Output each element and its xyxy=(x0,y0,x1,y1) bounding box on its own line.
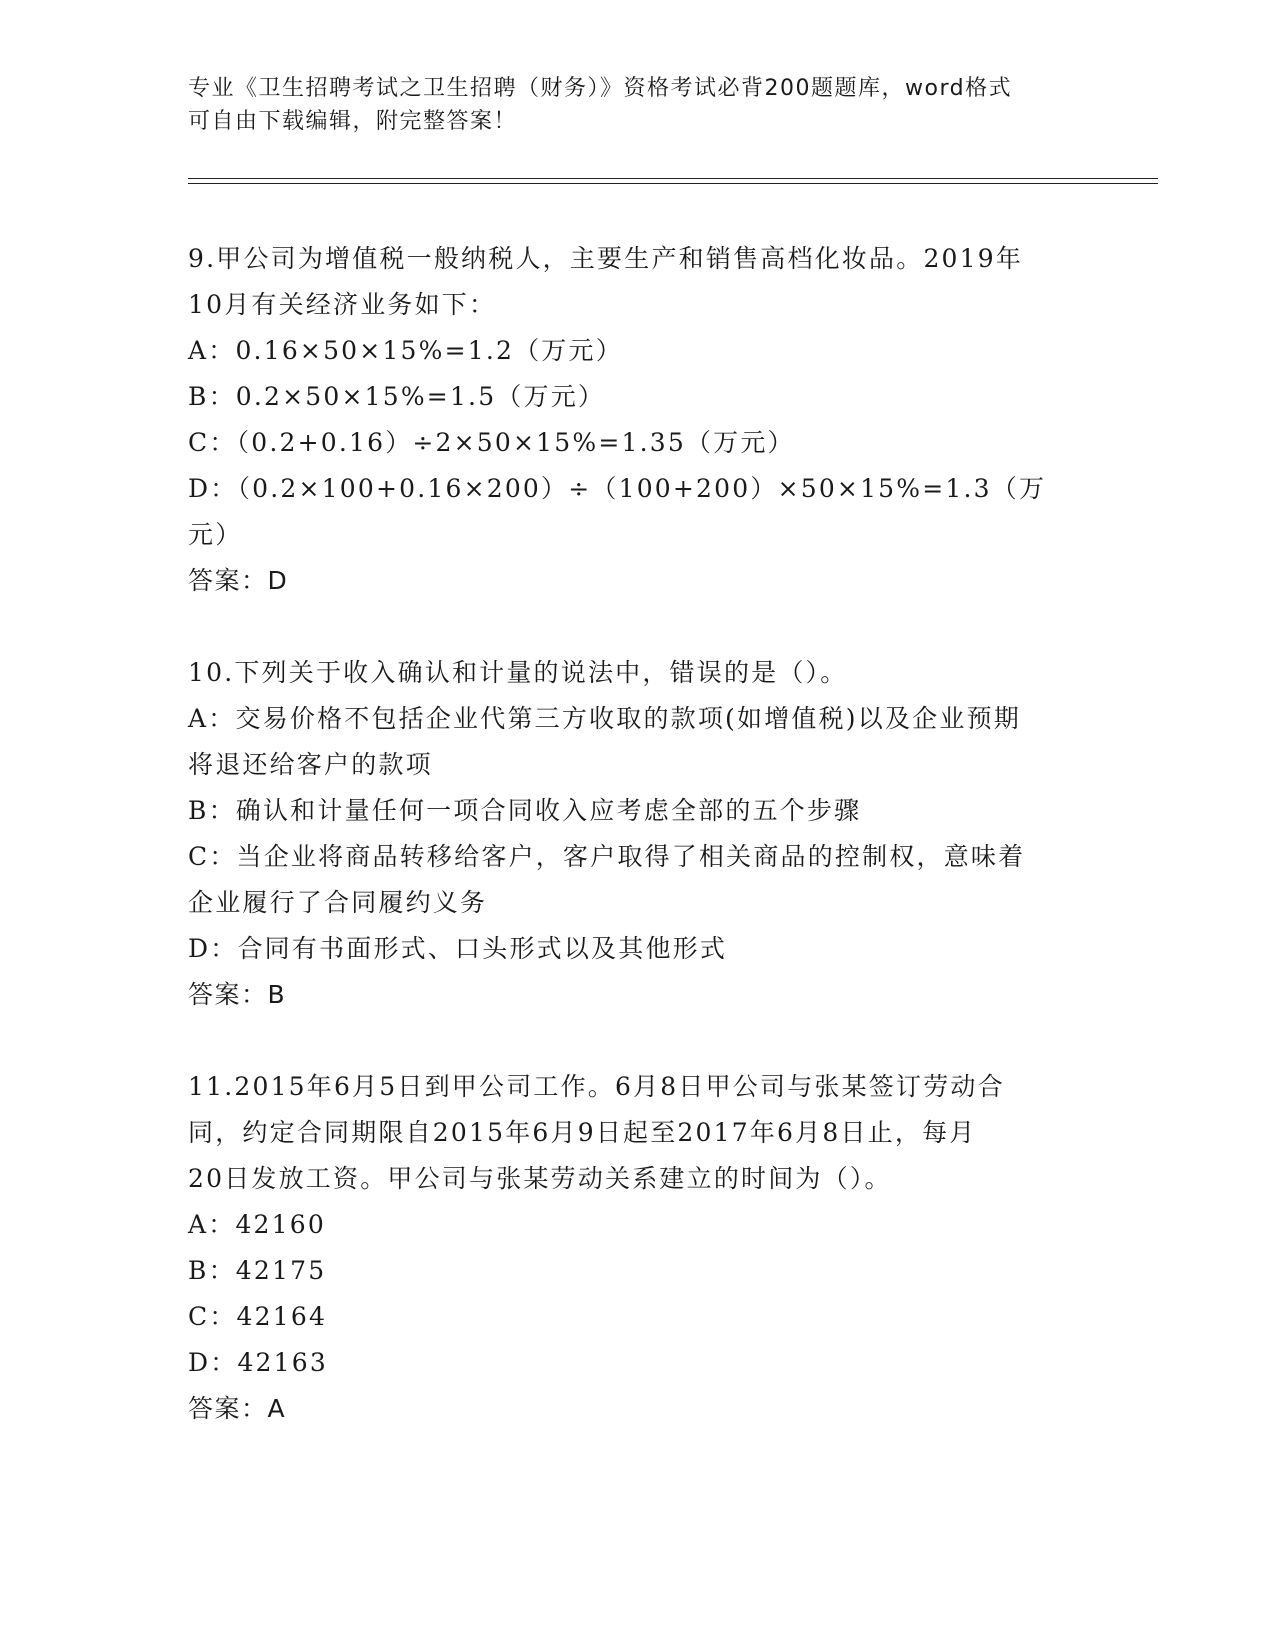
header-divider-bottom xyxy=(188,183,1158,184)
question-stem-line: 10.下列关于收入确认和计量的说法中，错误的是（）。 xyxy=(188,658,848,687)
option-d: D：合同有书面形式、口头形式以及其他形式 xyxy=(188,934,728,963)
question-stem-line: 9.甲公司为增值税一般纳税人，主要生产和销售高档化妆品。2019年 xyxy=(188,244,1024,273)
question-11 xyxy=(188,1064,1088,1432)
question-9 xyxy=(188,236,1088,604)
option-b: B：确认和计量任何一项合同收入应考虑全部的五个步骤 xyxy=(188,796,862,825)
question-list xyxy=(188,236,1088,1478)
option-b: B：42175 xyxy=(188,1256,327,1285)
option-c: C：42164 xyxy=(188,1302,328,1331)
option-d: D：（0.2×100+0.16×200）÷（100+200）×50×15%=1.3（万元） xyxy=(188,474,1047,549)
header-line-2: 可自由下载编辑，附完整答案！ xyxy=(188,109,518,134)
answer-line: 答案：A xyxy=(188,1394,287,1423)
answer-line: 答案：D xyxy=(188,566,289,595)
question-stem-line: 10月有关经济业务如下： xyxy=(188,290,497,319)
question-10 xyxy=(188,650,1088,1018)
option-c: C：当企业将商品转移给客户，客户取得了相关商品的控制权，意味着 xyxy=(188,842,1026,871)
question-stem-line: 11.2015年6月5日到甲公司工作。6月8日甲公司与张某签订劳动合 xyxy=(188,1072,1005,1101)
question-stem-line: 20日发放工资。甲公司与张某劳动关系建立的时间为（）。 xyxy=(188,1164,892,1193)
option-a: A：交易价格不包括企业代第三方收取的款项(如增值税)以及企业预期 xyxy=(188,704,1021,733)
option-b: B：0.2×50×15%=1.5（万元） xyxy=(188,382,606,411)
option-a: A：42160 xyxy=(188,1210,326,1239)
option-c-continued: 企业履行了合同履约义务 xyxy=(188,888,488,917)
header-divider-top xyxy=(188,178,1158,179)
option-c: C：（0.2+0.16）÷2×50×15%=1.35（万元） xyxy=(188,428,795,457)
header-line-1: 专业《卫生招聘考试之卫生招聘（财务）》资格考试必背200题题库，word格式 xyxy=(188,76,1013,101)
document-header xyxy=(188,72,1068,138)
answer-line: 答案：B xyxy=(188,980,287,1009)
option-d: D：42163 xyxy=(188,1348,328,1377)
option-a-continued: 将退还给客户的款项 xyxy=(188,750,433,779)
option-a: A：0.16×50×15%=1.2（万元） xyxy=(188,336,623,365)
question-stem-line: 同，约定合同期限自2015年6月9日起至2017年6月8日止，每月 xyxy=(188,1118,977,1147)
